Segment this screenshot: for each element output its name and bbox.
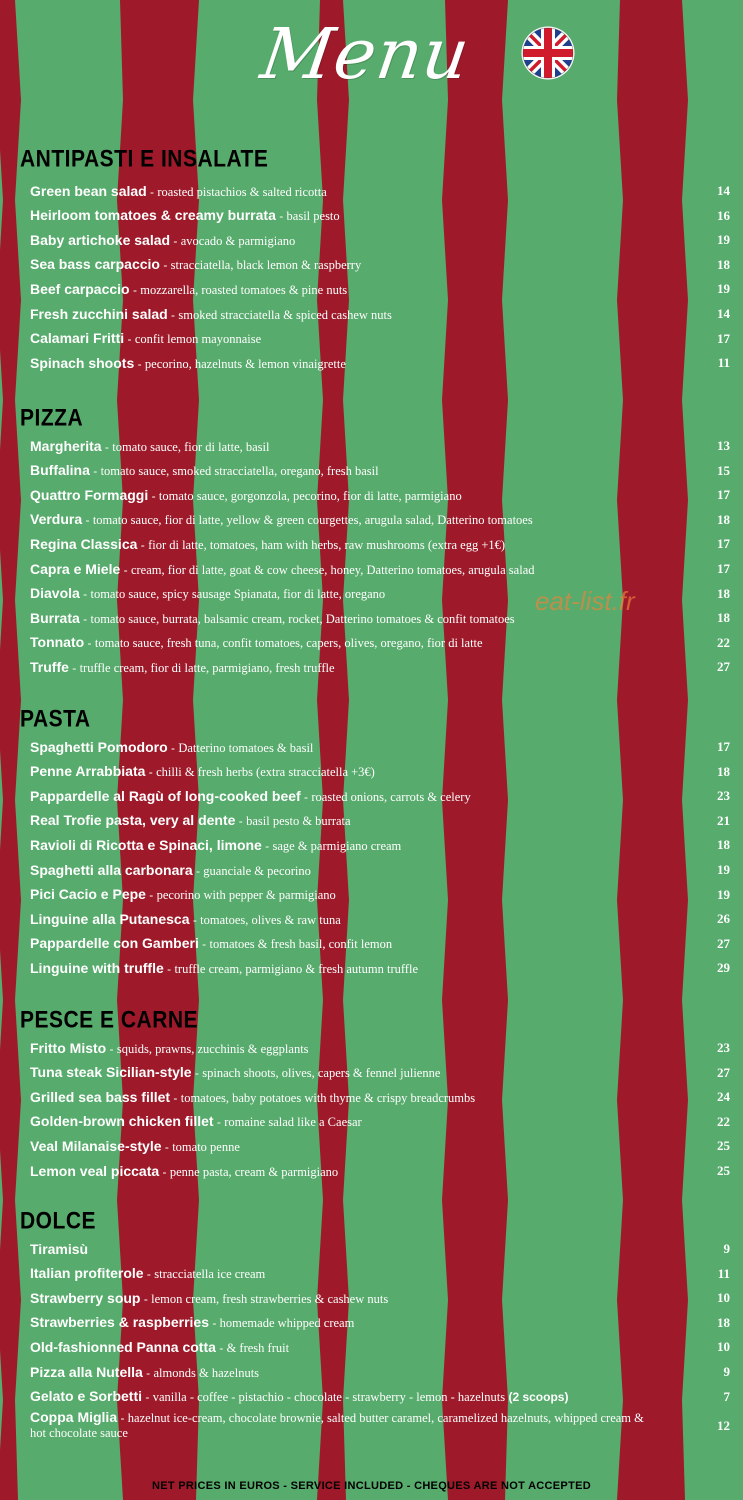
menu-item-text	[30, 327, 700, 350]
menu-item-text	[30, 1037, 700, 1060]
menu-item-description: stracciatella, black lemon & raspberry	[170, 258, 362, 273]
menu-item-description: tomato sauce, smoked stracciatella, oregano, fresh basil	[100, 464, 379, 479]
menu-title: Menu	[256, 13, 476, 95]
menu-item-description: truffle cream, fior di latte, parmigiano, fresh truffle	[79, 660, 335, 675]
menu-item-text	[30, 508, 700, 531]
menu-item	[30, 1410, 730, 1444]
separator: -	[235, 814, 247, 829]
menu-item-text	[30, 1410, 700, 1441]
menu-item-price: 25	[717, 1163, 730, 1178]
menu-item-name: Sea bass carpaccio	[30, 256, 160, 273]
menu-item-description: pecorino with pepper & parmigiano	[156, 888, 336, 903]
menu-item	[30, 656, 730, 678]
separator: -	[167, 307, 179, 322]
menu-item-price: 18	[717, 837, 730, 853]
menu-item-name: Calamari Fritti	[30, 330, 125, 347]
separator: -	[106, 1041, 117, 1056]
menu-item-text	[30, 1135, 700, 1158]
menu-item	[30, 834, 730, 856]
menu-item-text	[30, 484, 700, 507]
menu-item-price: 7	[723, 1388, 730, 1404]
menu-item-name: Strawberry soup	[30, 1289, 141, 1306]
menu-item-name: Fritto Misto	[30, 1039, 107, 1056]
menu-item-price: 14	[717, 183, 730, 198]
menu-item-price: 29	[717, 960, 730, 976]
menu-item-description: tomatoes & fresh basil, confit lemon	[209, 937, 393, 952]
menu-item-price: 25	[717, 1138, 730, 1154]
menu-item-price: 10	[717, 1290, 730, 1306]
menu-item-name: Truffe	[30, 658, 69, 675]
menu-item-text	[30, 1385, 700, 1408]
separator: -	[145, 888, 157, 903]
separator: -	[143, 1267, 155, 1282]
menu-item-name: Linguine alla Putanesca	[30, 910, 190, 927]
menu-item	[30, 1386, 730, 1408]
menu-item-price: 17	[717, 739, 730, 754]
section-title: PESCE E CARNE	[20, 1007, 199, 1034]
menu-item-text	[30, 736, 700, 759]
uk-flag-icon[interactable]	[521, 26, 575, 80]
menu-item-price: 9	[723, 1364, 730, 1379]
menu-item-name: Regina Classica	[30, 535, 138, 552]
menu-item-description: romaine salad like a Caesar	[224, 1115, 362, 1130]
separator: -	[137, 537, 149, 552]
menu-item	[30, 1361, 730, 1383]
menu-item-name: Lemon veal piccata	[30, 1162, 160, 1179]
separator: -	[142, 1390, 153, 1405]
menu-item-description: roasted pistachios & salted ricotta	[157, 184, 327, 199]
separator: -	[208, 1316, 220, 1331]
separator: -	[68, 660, 80, 675]
menu-item-price: 18	[717, 585, 730, 601]
separator: -	[215, 1340, 227, 1355]
menu-item-text	[30, 1287, 700, 1310]
menu-item-text	[30, 352, 700, 375]
menu-item-price: 21	[717, 812, 730, 828]
menu-item-name: Gelato e Sorbetti	[30, 1388, 143, 1405]
menu-item	[30, 1062, 730, 1084]
menu-item	[30, 785, 730, 807]
menu-item-price: 18	[717, 763, 730, 779]
menu-item-description: tomato sauce, spicy sausage Spianata, fior di latte, oregano	[90, 587, 386, 602]
menu-item	[30, 1086, 730, 1108]
menu-item-description: almonds & hazelnuts	[153, 1365, 260, 1380]
menu-item-name: Tuna steak Sicilian-style	[30, 1064, 192, 1081]
menu-item-text	[30, 957, 700, 980]
menu-item	[30, 533, 730, 555]
menu-item-price: 27	[717, 1064, 730, 1080]
menu-item	[30, 1263, 730, 1285]
menu-item-name: Baby artichoke salad	[30, 231, 171, 248]
menu-item-price: 18	[717, 1314, 730, 1330]
menu-item-price: 12	[717, 1418, 730, 1434]
menu-item-description: mozzarella, roasted tomatoes & pine nuts	[140, 282, 348, 297]
menu-item-description: smoked stracciatella & spiced cashew nuts	[178, 307, 392, 322]
menu-item	[30, 1160, 730, 1182]
menu-item-description: confit lemon mayonnaise	[134, 332, 262, 347]
menu-item-name: Diavola	[30, 585, 80, 602]
menu-item-description: basil pesto & burrata	[246, 814, 351, 829]
menu-item-price: 23	[717, 1040, 730, 1055]
menu-item-name: Pizza alla Nutella	[30, 1363, 143, 1380]
menu-item-text	[30, 883, 700, 906]
separator: -	[79, 611, 91, 626]
section-title: PIZZA	[20, 405, 84, 432]
menu-item-extra: (2 scoops)	[508, 1390, 569, 1405]
menu-item	[30, 558, 730, 580]
menu-item-description: sage & parmigiano cream	[272, 838, 402, 853]
menu-item	[30, 1037, 730, 1059]
menu-item-price: 9	[723, 1241, 730, 1256]
menu-item	[30, 1287, 730, 1309]
menu-item	[30, 1135, 730, 1157]
menu-item-description: fior di latte, tomatoes, ham with herbs, raw mushrooms (extra egg +1€)	[148, 537, 506, 552]
menu-item-description: homemade whipped cream	[219, 1316, 355, 1331]
menu-item	[30, 205, 730, 227]
menu-item-text	[30, 435, 700, 458]
menu-item-description: truffle cream, parmigiano & fresh autumn truffle	[174, 961, 418, 976]
menu-item-price: 22	[717, 634, 730, 650]
separator: -	[134, 356, 145, 371]
menu-item-name: Old-fashionned Panna cotta	[30, 1338, 216, 1355]
menu-item-name: Grilled sea bass fillet	[30, 1088, 171, 1105]
menu-item-text	[30, 1238, 700, 1261]
menu-item-text	[30, 908, 700, 931]
menu-item	[30, 460, 730, 482]
menu-item-description: tomato sauce, fior di latte, basil	[112, 439, 270, 454]
menu-item-price: 26	[717, 911, 730, 927]
menu-item-text	[30, 631, 700, 654]
separator: -	[124, 332, 135, 347]
separator: -	[142, 1365, 154, 1380]
menu-item-description: tomatoes, olives & raw tuna	[200, 912, 341, 927]
menu-item-name: Beef carpaccio	[30, 280, 130, 297]
menu-item-name: Strawberries & raspberries	[30, 1314, 209, 1331]
menu-item-name: Tonnato	[30, 634, 85, 651]
menu-item	[30, 1111, 730, 1133]
menu-item-text	[30, 533, 700, 556]
menu-item	[30, 484, 730, 506]
menu-item-name: Coppa Miglia	[30, 1410, 118, 1426]
menu-item-price: 24	[717, 1089, 730, 1105]
menu-item-name: Spaghetti alla carbonara	[30, 861, 193, 878]
menu-item-price: 19	[717, 232, 730, 248]
separator: -	[82, 513, 93, 528]
section-title: PASTA	[20, 706, 91, 733]
menu-item-name: Tiramisù	[30, 1240, 89, 1257]
menu-item-description: cream, fior di latte, goat & cow cheese, honey, Datterino tomatoes, arugula salad	[130, 562, 535, 577]
menu-item-name: Penne Arrabbiata	[30, 763, 146, 780]
separator: -	[192, 863, 204, 878]
menu-item-description: chilli & fresh herbs (extra stracciatella +3€)	[156, 765, 375, 780]
menu-item-description: spinach shoots, olives, capers & fennel julienne	[202, 1066, 441, 1081]
menu-item	[30, 1312, 730, 1334]
menu-item-description: Datterino tomatoes & basil	[178, 740, 314, 755]
separator: -	[261, 838, 273, 853]
menu-item-text	[30, 1086, 700, 1109]
menu-item-name: Buffalina	[30, 462, 90, 479]
menu-item-description: lemon cream, fresh strawberries & cashew nuts	[151, 1291, 389, 1306]
menu-item-text	[30, 204, 700, 227]
menu-item-price: 18	[717, 256, 730, 272]
menu-item-name: Verdura	[30, 511, 83, 528]
menu-item-name: Margherita	[30, 437, 102, 454]
separator: -	[148, 488, 159, 503]
separator: -	[145, 765, 157, 780]
separator: -	[167, 740, 179, 755]
menu-item-price: 13	[717, 438, 730, 453]
menu-item-name: Italian profiterole	[30, 1265, 144, 1282]
separator: -	[198, 937, 210, 952]
menu-item	[30, 1238, 730, 1260]
separator: -	[129, 282, 141, 297]
menu-item	[30, 957, 730, 979]
separator: -	[79, 587, 91, 602]
menu-item-name: Golden-brown chicken fillet	[30, 1113, 214, 1130]
menu-item-text	[30, 1336, 700, 1359]
separator: -	[140, 1291, 152, 1306]
menu-item-name: Pici Cacio e Pepe	[30, 886, 146, 903]
separator: -	[213, 1115, 225, 1130]
menu-item-text	[30, 859, 700, 882]
menu-item	[30, 229, 730, 251]
menu-item-description: & fresh fruit	[226, 1340, 290, 1355]
menu-item	[30, 328, 730, 350]
menu-item-name: Veal Milanaise-style	[30, 1137, 162, 1154]
separator: -	[189, 912, 201, 927]
menu-item-name: Quattro Formaggi	[30, 486, 149, 503]
separator: -	[120, 562, 131, 577]
menu-item-name: Real Trofie pasta, very al dente	[30, 812, 236, 829]
separator: -	[84, 636, 95, 651]
menu-item-text	[30, 1160, 700, 1183]
menu-item-price: 11	[717, 355, 730, 371]
menu-item-text	[30, 180, 700, 203]
menu-item	[30, 1336, 730, 1358]
menu-item-price: 15	[717, 462, 730, 478]
section-title: DOLCE	[20, 1208, 96, 1235]
menu-item-price: 22	[717, 1113, 730, 1129]
menu-item-price: 19	[717, 281, 730, 297]
menu-item-name: Fresh zucchini salad	[30, 305, 168, 322]
menu-item	[30, 303, 730, 325]
menu-item	[30, 435, 730, 457]
menu-item-price: 23	[717, 788, 730, 804]
menu-item-description: tomato sauce, burrata, balsamic cream, rocket, Datterino tomatoes & confit tomatoes	[90, 611, 515, 626]
menu-item-text	[30, 760, 700, 783]
section-title: ANTIPASTI E INSALATE	[20, 146, 269, 173]
menu-item	[30, 933, 730, 955]
menu-item-name: Pappardelle al Ragù of long-cooked beef	[30, 787, 301, 804]
menu-item-description: penne pasta, cream & parmigiano	[169, 1164, 339, 1179]
separator: -	[117, 1411, 128, 1426]
separator: -	[163, 961, 175, 976]
menu-item-text	[30, 932, 700, 955]
footer-notice: NET PRICES IN EUROS - SERVICE INCLUDED - CHEQUES ARE NOT ACCEPTED	[152, 1480, 591, 1492]
menu-item-description: basil pesto	[286, 209, 340, 224]
menu-item-price: 27	[717, 935, 730, 951]
menu-item-description: squids, prawns, zucchinis & eggplants	[116, 1041, 309, 1056]
menu-item-price: 11	[717, 1265, 730, 1281]
menu-item	[30, 908, 730, 930]
menu-item-description: stracciatella ice cream	[154, 1267, 266, 1282]
menu-item-description: avocado & parmigiano	[180, 233, 296, 248]
menu-item	[30, 509, 730, 531]
menu-item-name: Spaghetti Pomodoro	[30, 738, 168, 755]
menu-item-price: 27	[717, 659, 730, 675]
menu-item-name: Burrata	[30, 609, 80, 626]
menu-item-price: 17	[717, 487, 730, 503]
menu-item-description: guanciale & pecorino	[203, 863, 311, 878]
menu-item	[30, 859, 730, 881]
menu-item-description: tomato penne	[172, 1139, 240, 1154]
menu-item-description: tomatoes, baby potatoes with thyme & crispy breadcrumbs	[180, 1090, 476, 1105]
separator: -	[170, 233, 181, 248]
menu-item-description: tomato sauce, gorgonzola, pecorino, fior di latte, parmigiano	[158, 488, 462, 503]
menu-item-text	[30, 1110, 700, 1133]
menu-item-text	[30, 229, 700, 252]
menu-item	[30, 352, 730, 374]
menu-item-text	[30, 1311, 700, 1334]
menu-item-description: pecorino, hazelnuts & lemon vinaigrette	[144, 356, 346, 371]
menu-item-text	[30, 558, 700, 581]
menu-item-text	[30, 656, 700, 679]
menu-item-description: hazelnut ice-cream, chocolate brownie, salted butter caramel, caramelized hazelnuts, whipped cream & hot chocolate sauce	[30, 1411, 644, 1441]
menu-item-price: 18	[717, 610, 730, 626]
menu-item-text	[30, 1262, 700, 1285]
menu-item-text	[30, 253, 700, 276]
menu-item-text	[30, 785, 700, 808]
separator: -	[161, 1139, 173, 1154]
menu-item-text	[30, 278, 700, 301]
menu-item-price: 14	[717, 306, 730, 321]
menu-item-text	[30, 459, 700, 482]
menu-item-name: Linguine with truffle	[30, 959, 164, 976]
menu-item-price: 19	[717, 862, 730, 877]
menu-item-text	[30, 303, 700, 326]
separator: -	[191, 1066, 203, 1081]
menu-item-name: Ravioli di Ricotta e Spinaci, limone	[30, 836, 262, 853]
separator: -	[159, 1164, 170, 1179]
menu-item	[30, 810, 730, 832]
separator: -	[146, 184, 158, 199]
menu-item-price: 16	[717, 207, 730, 223]
separator: -	[159, 258, 171, 273]
menu-item-name: Pappardelle con Gamberi	[30, 935, 199, 952]
menu-item-price: 17	[717, 561, 730, 576]
separator: -	[89, 464, 101, 479]
menu-item-price: 18	[717, 511, 730, 527]
menu-item-name: Green bean salad	[30, 182, 147, 199]
menu-item	[30, 761, 730, 783]
separator: -	[101, 439, 113, 454]
separator: -	[170, 1090, 181, 1105]
menu-item	[30, 278, 730, 300]
menu-item-text	[30, 809, 700, 832]
menu-item-description: roasted onions, carrots & celery	[311, 789, 471, 804]
separator: -	[275, 209, 287, 224]
watermark: eat-list.fr	[535, 586, 635, 616]
menu-item	[30, 884, 730, 906]
menu-item	[30, 736, 730, 758]
menu-item-price: 17	[717, 536, 730, 552]
menu-item-text	[30, 834, 700, 857]
menu-item-description: tomato sauce, fior di latte, yellow & green courgettes, arugula salad, Datterino tomatoes	[92, 513, 533, 528]
menu-item	[30, 254, 730, 276]
menu-item-price: 17	[717, 330, 730, 346]
menu-item-name: Heirloom tomatoes & creamy burrata	[30, 207, 276, 224]
menu-item-name: Spinach shoots	[30, 354, 135, 371]
menu-item	[30, 180, 730, 202]
menu-item-text	[30, 1061, 700, 1084]
menu-item	[30, 632, 730, 654]
menu-item-description: tomato sauce, fresh tuna, confit tomatoes, capers, olives, oregano, fior di latte	[94, 636, 483, 651]
menu-item-price: 19	[717, 886, 730, 902]
menu-item-price: 10	[717, 1339, 730, 1355]
menu-item-text	[30, 1361, 700, 1384]
menu-item-description: vanilla - coffee - pistachio - chocolate - strawberry - lemon - hazelnuts	[152, 1390, 506, 1405]
menu-item-name: Capra e Miele	[30, 560, 121, 577]
separator: -	[300, 789, 312, 804]
